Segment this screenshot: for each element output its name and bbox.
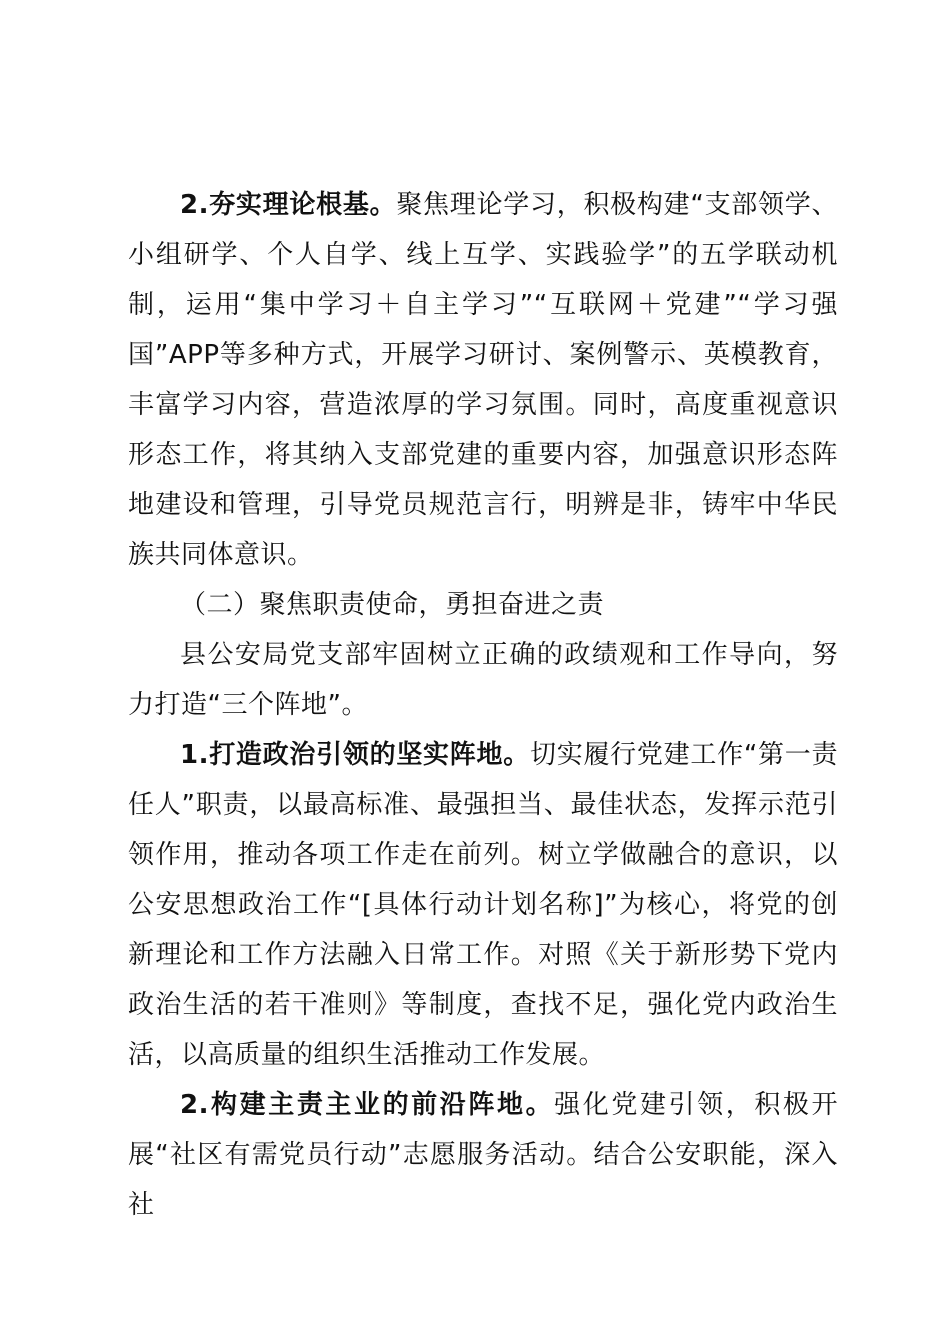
paragraph-text: 强化党建引领，积极开展“社区有需党员行动”志愿服务活动。结合公安职能，深入社 (128, 1090, 838, 1220)
paragraph-text: 县公安局党支部牢固树立正确的政绩观和工作导向，努力打造“三个阵地”。 (128, 640, 838, 720)
paragraph-text: 聚焦理论学习，积极构建“支部领学、小组研学、个人自学、线上互学、实践验学”的五学联动机制，运用“集中学习＋自主学习”“互联网＋党建”“学习强国”APP等多种方式，开展学习研讨、案例警示、英模教育，丰富学习内容，营造浓厚的学习氛围。同时，高度重视意识形态工作，将其纳入支部党建的重要内容，加强意识形态阵地建设和管理，引导党员规范言行，明辨是非，铸牢中华民族共同体意识。 (128, 190, 838, 570)
document-body (128, 180, 838, 1230)
section-heading: （二）聚焦职责使命，勇担奋进之责 (180, 590, 605, 620)
paragraph-text: 切实履行党建工作“第一责任人”职责，以最高标准、最强担当、最佳状态，发挥示范引领作用，推动各项工作走在前列。树立学做融合的意识，以公安思想政治工作“[具体行动计划名称]”为核心，将党的创新理论和工作方法融入日常工作。对照《关于新形势下党内政治生活的若干准则》等制度，查找不足，强化党内政治生活，以高质量的组织生活推动工作发展。 (128, 740, 838, 1070)
paragraph-lead: 2.构建主责主业的前沿阵地。 (180, 1090, 555, 1120)
paragraph-main-responsibility (128, 1080, 838, 1230)
paragraph-lead: 2.夯实理论根基。 (180, 190, 397, 220)
paragraph-lead: 1.打造政治引领的坚实阵地。 (180, 740, 530, 770)
paragraph-political-leadership (128, 730, 838, 1080)
paragraph-intro (128, 630, 838, 730)
paragraph-theory-foundation (128, 180, 838, 580)
